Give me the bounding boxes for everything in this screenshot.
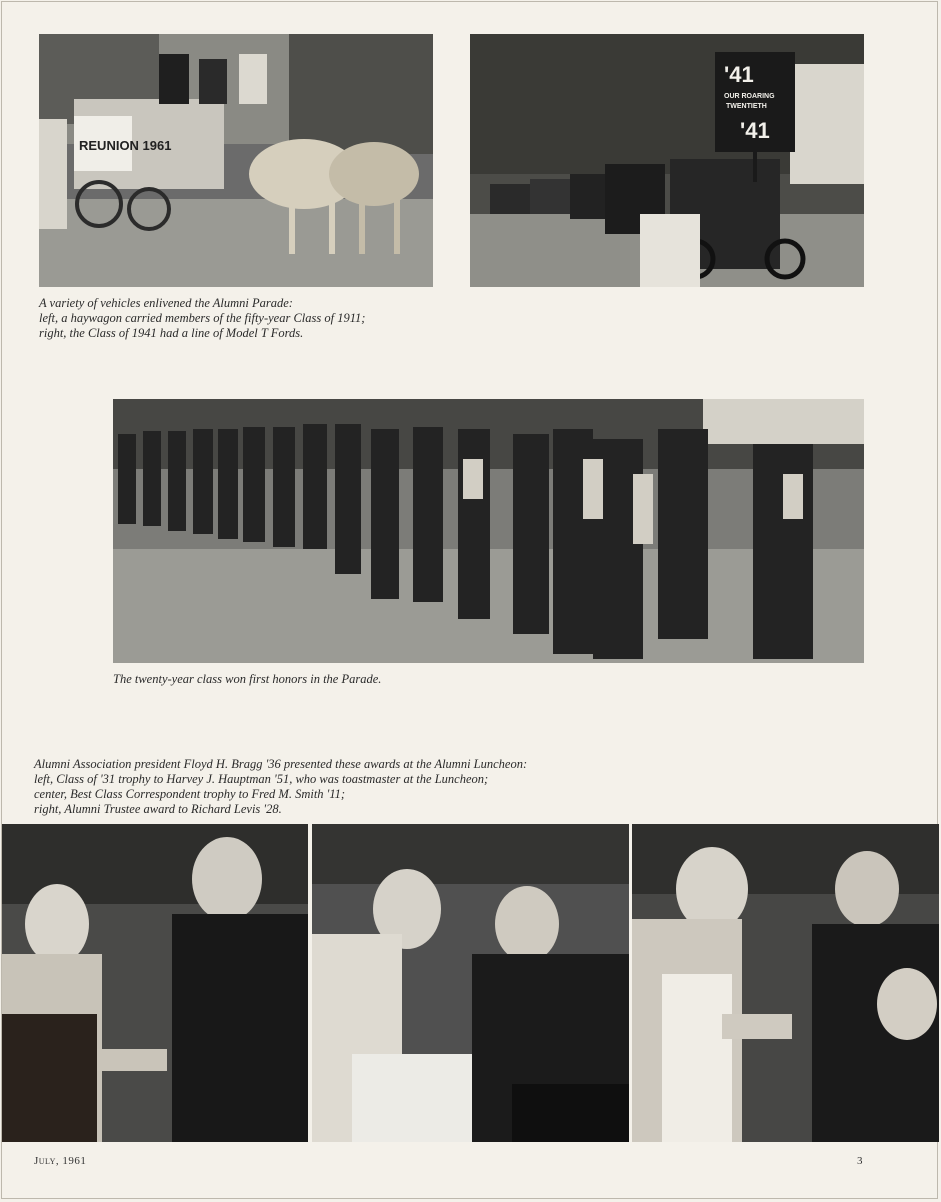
class-sign-bottom: '41	[740, 118, 770, 143]
photo-award-hauptman	[2, 824, 308, 1142]
caption-top-line-2: left, a haywagon carried members of the fifty-year Class of 1911;	[39, 311, 366, 325]
photo-award-smith	[312, 824, 629, 1142]
caption-awards-line-1: Alumni Association president Floyd H. Bragg '36 presented these awards at the Alumni Luncheon:	[34, 757, 528, 771]
photo-award-levis	[632, 824, 939, 1142]
caption-top-line-1: A variety of vehicles enlivened the Alumni Parade:	[39, 296, 293, 310]
class-sign-line-1: OUR ROARING	[724, 93, 775, 100]
photo-model-t-fords	[470, 34, 864, 287]
haywagon-banner-text: REUNION 1961	[79, 138, 172, 153]
caption-middle	[113, 672, 381, 687]
class-sign-top: '41	[724, 62, 754, 87]
footer-issue-date: July, 1961	[34, 1155, 87, 1167]
caption-top	[39, 296, 365, 341]
caption-top-line-3: right, the Class of 1941 had a line of Model T Fords.	[39, 326, 304, 340]
photo-twenty-year-class	[113, 399, 864, 663]
footer-page-number: 3	[857, 1155, 863, 1167]
caption-awards-line-3: center, Best Class Correspondent trophy to Fred M. Smith '11;	[34, 787, 346, 801]
caption-awards-line-2: left, Class of '31 trophy to Harvey J. Hauptman '51, who was toastmaster at the Luncheon;	[34, 772, 489, 786]
class-sign-line-2: TWENTIETH	[726, 103, 767, 110]
caption-awards	[34, 757, 527, 817]
caption-awards-line-4: right, Alumni Trustee award to Richard Levis '28.	[34, 802, 282, 816]
photo-haywagon	[39, 34, 433, 287]
caption-middle-line-1: The twenty-year class won first honors in the Parade.	[113, 672, 382, 686]
